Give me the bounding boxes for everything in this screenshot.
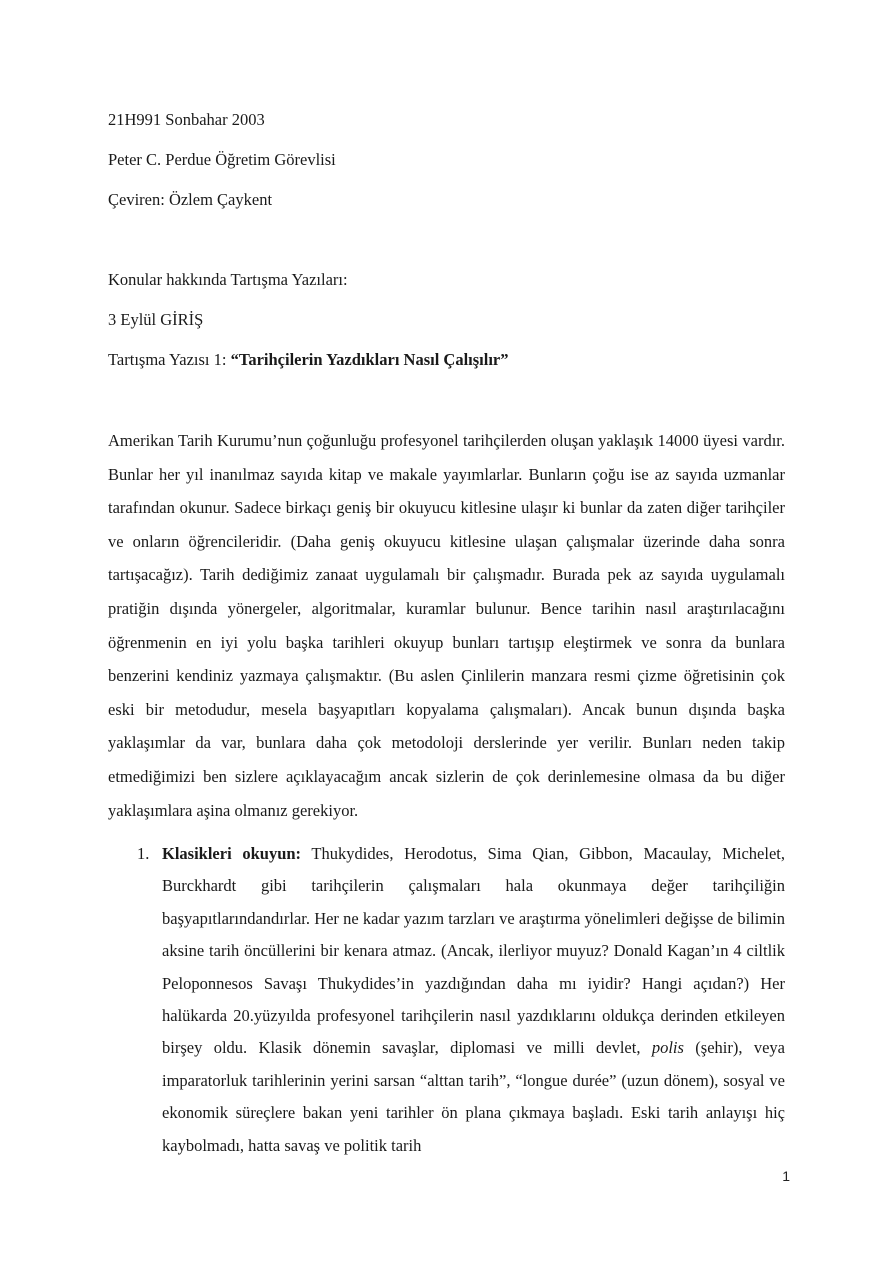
list-item [108,838,785,1162]
essay-prefix: Tartışma Yazısı 1: [108,350,231,369]
list-item-italic: polis [651,1038,684,1058]
list-item-text-2: (şehir), veya imparatorluk tarihlerinin yerini sarsan “alttan tarih”, “longue durée” (uzun dönem), sosyal ve ekonomik süreçlere bakan yeni tarihler ön plana çıkmaya başladı. Eski tarih anlayışı hiç kaybolmadı, hatta savaş ve politik tarih [162,1038,785,1155]
numbered-list [108,838,785,1162]
topics-heading: Konular hakkında Tartışma Yazıları: [108,270,348,289]
date-line: 3 Eylül GİRİŞ [108,310,204,329]
intro-paragraph: Amerikan Tarih Kurumu’nun çoğunluğu profesyonel tarihçilerden oluşan yaklaşık 14000 üyesi vardır. Bunlar her yıl inanılmaz sayıda kitap ve makale yayımlarlar. Bunların çoğu ise az sayıda uzmanlar tarafından okunur. Sadece birkaçı geniş bir okuyucu kitlesine ulaşır ki bunlar da zaten diğer tarihçiler ve onların öğrencileridir. (Daha geniş okuyucu kitlesine ulaşan çalışmalar üzerinde daha sonra tartışacağız). Tarih dediğimiz zanaat uygulamalı bir çalışmadır. Burada pek az sayıda uygulamalı pratiğin dışında yönergeler, algoritmalar, kuramlar bulunur. Bence tarihin nasıl araştırılacağını öğrenmenin en iyi yolu başka tarihleri okuyup bunları tartışıp eleştirmek ve sonra da bunlara benzerini kendiniz yazmaya çalışmaktır. (Bu aslen Çinlilerin manzara resmi çizme öğretisinin çok eski bir metodudur, mesela başyapıtları kopyalama çalışmaları). Ancak bunun dışında başka yaklaşımlar da var, bunlara daha çok metodoloji derslerinde yer verilir. Bunları neden takip etmediğimizi ben sizlere açıklayacağım ancak sizlerin de çok derinlemesine olmasa da bu diğer yaklaşımlara aşina olmanız gerekiyor. [108,431,785,820]
essay-line [108,350,509,370]
essay-title: “Tarihçilerin Yazdıkları Nasıl Çalışılır” [230,350,509,369]
list-number: 1. [137,844,150,863]
list-item-text-1: Thukydides, Herodotus, Sima Qian, Gibbon, Macaulay, Michelet, Burckhardt gibi tarihçilerin çalışmaları hala okunmaya değer tarihçiliğin başyapıtlarındandırlar. Her ne kadar yazım tarzları ve araştırma yönelimleri değişse de bilimin aksine tarih öncüllerini bir kenara atmaz. (Ancak, ilerliyor muyuz? Donald Kagan’ın 4 ciltlik Peloponnesos Savaşı Thukydides’in yazdığından daha mı iyidir? Hangi açıdan?) Her halükarda 20.yüzyılda profesyonel tarihçilerin nasıl yazdıklarını oldukça derinden etkileyen birşey oldu. Klasik dönemin savaşlar, diplomasi ve milli devlet, [162,844,785,1058]
instructor-line: Peter C. Perdue Öğretim Görevlisi [108,150,336,169]
list-item-lead: Klasikleri okuyun: [162,844,302,863]
page-number: 1 [782,1168,790,1184]
course-line: 21H991 Sonbahar 2003 [108,110,265,129]
translator-line: Çeviren: Özlem Çaykent [108,190,273,209]
